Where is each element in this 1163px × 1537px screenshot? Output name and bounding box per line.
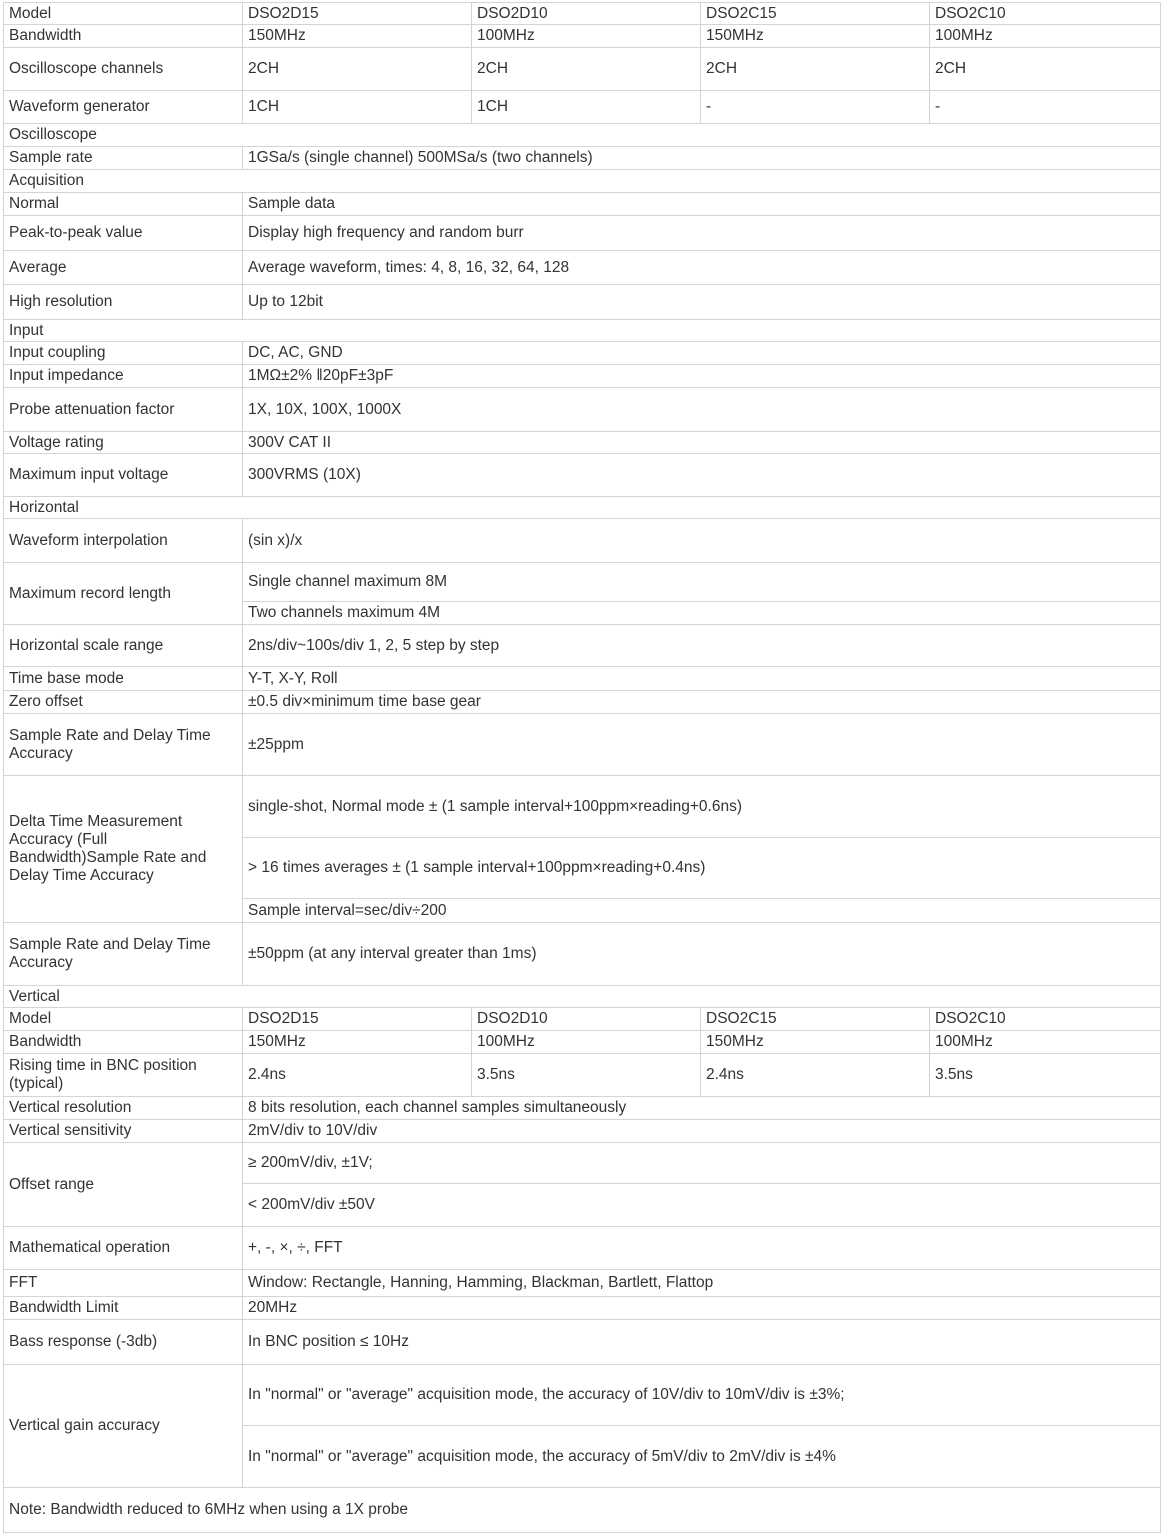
row-highres (4, 285, 1161, 320)
bandwidth-label: Bandwidth (4, 25, 243, 48)
row-fft (4, 1270, 1161, 1297)
probe-value: 1X, 10X, 100X, 1000X (243, 388, 1161, 432)
row-timebase (4, 667, 1161, 691)
coupling-value: DC, AC, GND (243, 342, 1161, 365)
sensitivity-label: Vertical sensitivity (4, 1120, 243, 1143)
bandwidth-value: 150MHz (243, 1031, 472, 1054)
row-coupling (4, 342, 1161, 365)
model-dso2d10: DSO2D10 (472, 3, 701, 25)
row-sr-accuracy (4, 714, 1161, 776)
row-channels (4, 48, 1161, 91)
gain-low-value: In "normal" or "average" acquisition mode, the accuracy of 5mV/div to 2mV/div is ±4% (243, 1426, 1161, 1488)
row-offset-high (4, 1143, 1161, 1184)
peak-label: Peak-to-peak value (4, 216, 243, 251)
sr-accuracy2-label: Sample Rate and Delay Time Accuracy (4, 923, 243, 986)
row-max-voltage (4, 454, 1161, 497)
wavegen-value: 1CH (243, 91, 472, 124)
scale-value: 2ns/div~100s/div 1, 2, 5 step by step (243, 625, 1161, 667)
channels-value: 2CH (472, 48, 701, 91)
scale-label: Horizontal scale range (4, 625, 243, 667)
section-heading: Vertical (4, 986, 1161, 1008)
rise-label: Rising time in BNC position (typical) (4, 1054, 243, 1097)
bandwidth-value: 100MHz (472, 1031, 701, 1054)
row-impedance (4, 365, 1161, 388)
math-value: +, -, ×, ÷, FFT (243, 1227, 1161, 1270)
row-sr-accuracy-2 (4, 923, 1161, 986)
bandwidth-value: 100MHz (930, 1031, 1161, 1054)
delta-label: Delta Time Measurement Accuracy (Full Bandwidth)Sample Rate and Delay Time Accuracy (4, 776, 243, 923)
row-record-single (4, 563, 1161, 602)
rise-value: 2.4ns (701, 1054, 930, 1097)
normal-value: Sample data (243, 193, 1161, 216)
wavegen-value: - (930, 91, 1161, 124)
highres-value: Up to 12bit (243, 285, 1161, 320)
channels-label: Oscilloscope channels (4, 48, 243, 91)
sample-rate-value: 1GSa/s (single channel) 500MSa/s (two channels) (243, 147, 1161, 170)
channels-value: 2CH (701, 48, 930, 91)
offset-low-value: < 200mV/div ±50V (243, 1184, 1161, 1227)
row-scale (4, 625, 1161, 667)
bandwidth-label: Bandwidth (4, 1031, 243, 1054)
probe-label: Probe attenuation factor (4, 388, 243, 432)
row-vertical-sensitivity (4, 1120, 1161, 1143)
row-zero-offset (4, 691, 1161, 714)
delta-single-value: single-shot, Normal mode ± (1 sample interval+100ppm×reading+0.6ns) (243, 776, 1161, 838)
wavegen-value: 1CH (472, 91, 701, 124)
row-vertical-bandwidth (4, 1031, 1161, 1054)
row-voltage-rating (4, 432, 1161, 454)
row-gain-high (4, 1365, 1161, 1426)
row-vertical-resolution (4, 1097, 1161, 1120)
coupling-label: Input coupling (4, 342, 243, 365)
model-label: Model (4, 3, 243, 25)
max-voltage-label: Maximum input voltage (4, 454, 243, 497)
max-voltage-value: 300VRMS (10X) (243, 454, 1161, 497)
row-model (4, 3, 1161, 25)
spec-table (3, 2, 1161, 1533)
channels-value: 2CH (930, 48, 1161, 91)
sr-accuracy-label: Sample Rate and Delay Time Accuracy (4, 714, 243, 776)
section-vertical (4, 986, 1161, 1008)
model-dso2c15: DSO2C15 (701, 1008, 930, 1031)
row-math (4, 1227, 1161, 1270)
voltage-rating-label: Voltage rating (4, 432, 243, 454)
highres-label: High resolution (4, 285, 243, 320)
sr-accuracy-value: ±25ppm (243, 714, 1161, 776)
row-normal (4, 193, 1161, 216)
impedance-value: 1MΩ±2% ǁ20pF±3pF (243, 365, 1161, 388)
impedance-label: Input impedance (4, 365, 243, 388)
bandwidth-value: 150MHz (701, 1031, 930, 1054)
model-dso2c15: DSO2C15 (701, 3, 930, 25)
bandwidth-value: 100MHz (472, 25, 701, 48)
rise-value: 3.5ns (472, 1054, 701, 1097)
row-probe (4, 388, 1161, 432)
section-horizontal (4, 497, 1161, 519)
zero-value: ±0.5 div×minimum time base gear (243, 691, 1161, 714)
section-heading: Horizontal (4, 497, 1161, 519)
model-dso2d15: DSO2D15 (243, 3, 472, 25)
bandwidth-value: 150MHz (243, 25, 472, 48)
bwlimit-label: Bandwidth Limit (4, 1297, 243, 1320)
model-dso2c10: DSO2C10 (930, 1008, 1161, 1031)
model-label: Model (4, 1008, 243, 1031)
average-label: Average (4, 251, 243, 285)
section-acquisition (4, 170, 1161, 193)
channels-value: 2CH (243, 48, 472, 91)
normal-label: Normal (4, 193, 243, 216)
math-label: Mathematical operation (4, 1227, 243, 1270)
delta-interval-value: Sample interval=sec/div÷200 (243, 899, 1161, 923)
delta-avg-value: > 16 times averages ± (1 sample interval+100ppm×reading+0.4ns) (243, 838, 1161, 899)
record-label: Maximum record length (4, 563, 243, 625)
bandwidth-value: 100MHz (930, 25, 1161, 48)
timebase-value: Y-T, X-Y, Roll (243, 667, 1161, 691)
sr-accuracy2-value: ±50ppm (at any interval greater than 1ms) (243, 923, 1161, 986)
row-average (4, 251, 1161, 285)
note-text: Note: Bandwidth reduced to 6MHz when using a 1X probe (4, 1488, 1161, 1533)
bass-value: In BNC position ≤ 10Hz (243, 1320, 1161, 1365)
section-oscilloscope (4, 124, 1161, 147)
rise-value: 3.5ns (930, 1054, 1161, 1097)
row-rise-time (4, 1054, 1161, 1097)
model-dso2d15: DSO2D15 (243, 1008, 472, 1031)
row-bass (4, 1320, 1161, 1365)
row-peak (4, 216, 1161, 251)
wavegen-value: - (701, 91, 930, 124)
record-two-value: Two channels maximum 4M (243, 602, 1161, 625)
interp-label: Waveform interpolation (4, 519, 243, 563)
sample-rate-label: Sample rate (4, 147, 243, 170)
row-sample-rate (4, 147, 1161, 170)
sensitivity-value: 2mV/div to 10V/div (243, 1120, 1161, 1143)
row-bandwidth (4, 25, 1161, 48)
wavegen-label: Waveform generator (4, 91, 243, 124)
bandwidth-value: 150MHz (701, 25, 930, 48)
fft-value: Window: Rectangle, Hanning, Hamming, Blackman, Bartlett, Flattop (243, 1270, 1161, 1297)
section-input (4, 320, 1161, 342)
resolution-label: Vertical resolution (4, 1097, 243, 1120)
row-bandwidth-limit (4, 1297, 1161, 1320)
offset-high-value: ≥ 200mV/div, ±1V; (243, 1143, 1161, 1184)
section-heading: Oscilloscope (4, 124, 1161, 147)
row-interp (4, 519, 1161, 563)
offset-label: Offset range (4, 1143, 243, 1227)
bass-label: Bass response (-3db) (4, 1320, 243, 1365)
row-wavegen (4, 91, 1161, 124)
timebase-label: Time base mode (4, 667, 243, 691)
gain-high-value: In "normal" or "average" acquisition mode, the accuracy of 10V/div to 10mV/div is ±3%; (243, 1365, 1161, 1426)
average-value: Average waveform, times: 4, 8, 16, 32, 64, 128 (243, 251, 1161, 285)
voltage-rating-value: 300V CAT II (243, 432, 1161, 454)
resolution-value: 8 bits resolution, each channel samples simultaneously (243, 1097, 1161, 1120)
gain-label: Vertical gain accuracy (4, 1365, 243, 1488)
peak-value: Display high frequency and random burr (243, 216, 1161, 251)
row-delta-single (4, 776, 1161, 838)
zero-label: Zero offset (4, 691, 243, 714)
bwlimit-value: 20MHz (243, 1297, 1161, 1320)
model-dso2c10: DSO2C10 (930, 3, 1161, 25)
rise-value: 2.4ns (243, 1054, 472, 1097)
row-vertical-model (4, 1008, 1161, 1031)
section-heading: Input (4, 320, 1161, 342)
fft-label: FFT (4, 1270, 243, 1297)
model-dso2d10: DSO2D10 (472, 1008, 701, 1031)
row-note (4, 1488, 1161, 1533)
section-heading: Acquisition (4, 170, 1161, 193)
record-single-value: Single channel maximum 8M (243, 563, 1161, 602)
interp-value: (sin x)/x (243, 519, 1161, 563)
